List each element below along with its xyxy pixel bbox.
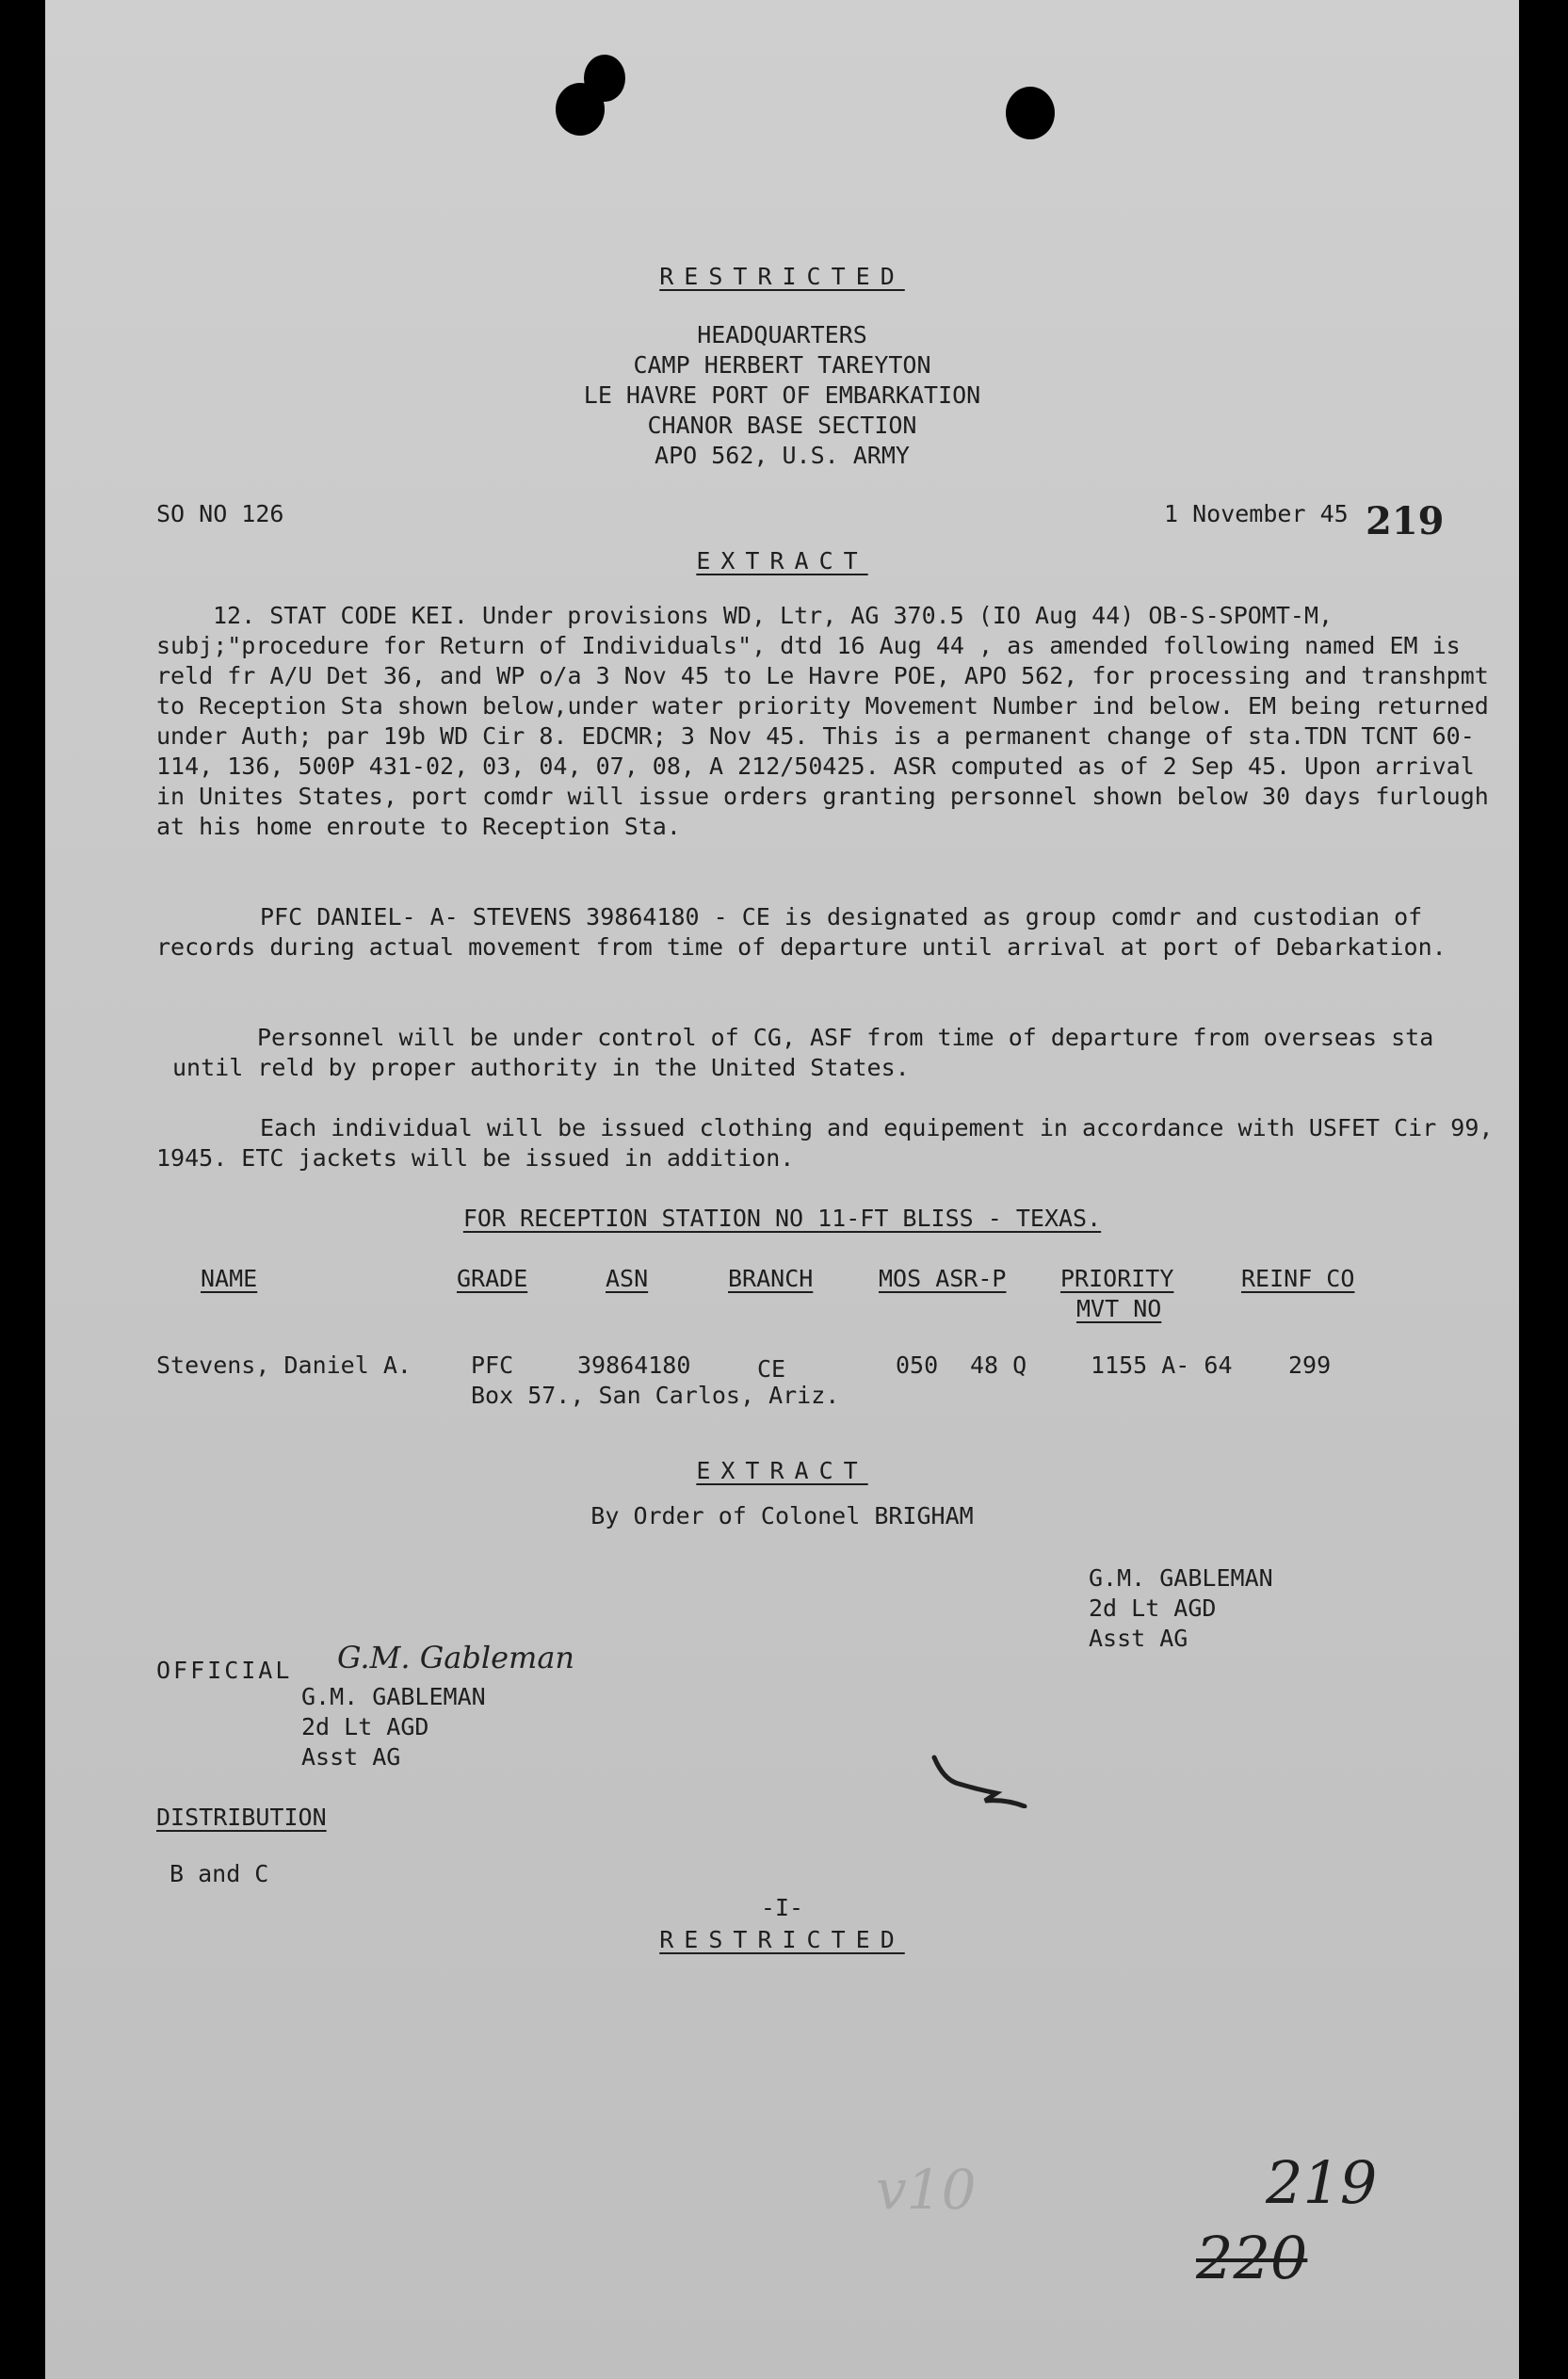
punch-hole-center	[584, 55, 625, 102]
page-number: -I-	[760, 1894, 804, 1921]
row-branch: CE	[757, 1355, 786, 1383]
row-priority: 1155 A- 64	[1091, 1351, 1233, 1379]
row-name: Stevens, Daniel A.	[156, 1351, 412, 1379]
header-grade: GRADE	[457, 1265, 528, 1292]
paragraph-12: 12. STAT CODE KEI. Under provisions WD, Ltr, AG 370.5 (IO Aug 44) OB-S-SPOMT-M, subj;"procedure for Return of Individuals", dtd 16 Aug 44 , as amended following named EM is reld fr A/U Det 36, and WP o/a 3 Nov 45 to Le Havre POE, APO 562, for processing and transhpmt to Reception Sta shown below,under water priority Movement Number ind below. EM being returned under Auth; par 19b WD Cir 8. EDCMR; 3 Nov 45. This is a permanent change of sta.TDN TCNT 60-114, 136, 500P 431-02, 03, 04, 07, 08, A 212/50425. ASR computed as of 2 Sep 45. Upon arrival in Unites States, port comdr will issue orders granting personnel shown below 30 days furlough at his home enroute to Reception Sta.	[156, 602, 1489, 840]
handwritten-page-number: 219	[1266, 2148, 1378, 2217]
paragraph-clothing: Each individual will be issued clothing and equipement in accordance with USFET Cir 99, 1945. ETC jackets will be issued in addition.	[156, 1114, 1494, 1172]
row-asn: 39864180	[577, 1351, 691, 1379]
struck-page-number: 220	[1196, 2224, 1308, 2292]
extract-label-bottom: EXTRACT	[696, 1457, 868, 1484]
classification-top: RESTRICTED	[659, 263, 905, 290]
stamped-page-number: 219	[1366, 499, 1445, 543]
header-mvt-no: MVT NO	[1076, 1295, 1162, 1322]
official-signer-line: 2d Lt AGD	[301, 1713, 429, 1740]
signer-block	[1089, 1563, 1273, 1654]
official-label: OFFICIAL	[156, 1657, 293, 1684]
header-priority: PRIORITY	[1060, 1265, 1174, 1292]
pen-mark	[930, 1752, 1034, 1808]
signer-line: 2d Lt AGD	[1089, 1594, 1217, 1622]
classification-bottom: RESTRICTED	[659, 1926, 905, 1953]
distribution-label: DISTRIBUTION	[156, 1804, 327, 1831]
official-signer-block	[301, 1682, 486, 1772]
row-mos: 050	[896, 1351, 939, 1379]
paragraph-custodian: PFC DANIEL- A- STEVENS 39864180 - CE is designated as group comdr and custodian of records during actual movement from time of departure until arrival at port of Debarkation.	[156, 903, 1447, 961]
org-line: CAMP HERBERT TAREYTON	[633, 351, 931, 379]
row-grade: PFC	[471, 1351, 514, 1379]
header-name: NAME	[201, 1265, 258, 1292]
org-line: APO 562, U.S. ARMY	[655, 442, 910, 469]
document-page	[45, 0, 1519, 2379]
org-line: CHANOR BASE SECTION	[647, 412, 917, 439]
official-signature: G.M. Gableman	[337, 1640, 575, 1675]
reception-station-heading: FOR RECEPTION STATION NO 11-FT BLISS - TEXAS.	[462, 1205, 1102, 1232]
org-block	[45, 320, 1519, 471]
row-address: Box 57., San Carlos, Ariz.	[471, 1382, 840, 1409]
org-line: LE HAVRE PORT OF EMBARKATION	[583, 381, 981, 409]
signer-line: G.M. GABLEMAN	[1089, 1564, 1273, 1592]
order-date: 1 November 45	[1164, 500, 1349, 527]
extract-label-top: EXTRACT	[696, 547, 868, 575]
header-mos: MOS ASR-P	[879, 1265, 1007, 1292]
official-signer-line: Asst AG	[301, 1743, 401, 1771]
header-reinf: REINF CO	[1241, 1265, 1355, 1292]
header-branch: BRANCH	[728, 1265, 814, 1292]
order-number: SO NO 126	[156, 500, 284, 527]
row-reinf: 299	[1288, 1351, 1332, 1379]
signer-line: Asst AG	[1089, 1625, 1188, 1652]
distribution-value: B and C	[170, 1860, 269, 1887]
pencil-annotation: v10	[876, 2158, 977, 2222]
official-signer-line: G.M. GABLEMAN	[301, 1683, 486, 1710]
punch-hole-right	[1006, 87, 1055, 139]
by-order: By Order of Colonel BRIGHAM	[590, 1502, 974, 1529]
paragraph-control: Personnel will be under control of CG, ASF from time of departure from overseas sta until reld by proper authority in the United States.	[172, 1024, 1434, 1081]
row-asr: 48 Q	[970, 1351, 1027, 1379]
header-asn: ASN	[606, 1265, 649, 1292]
org-line: HEADQUARTERS	[697, 321, 867, 348]
